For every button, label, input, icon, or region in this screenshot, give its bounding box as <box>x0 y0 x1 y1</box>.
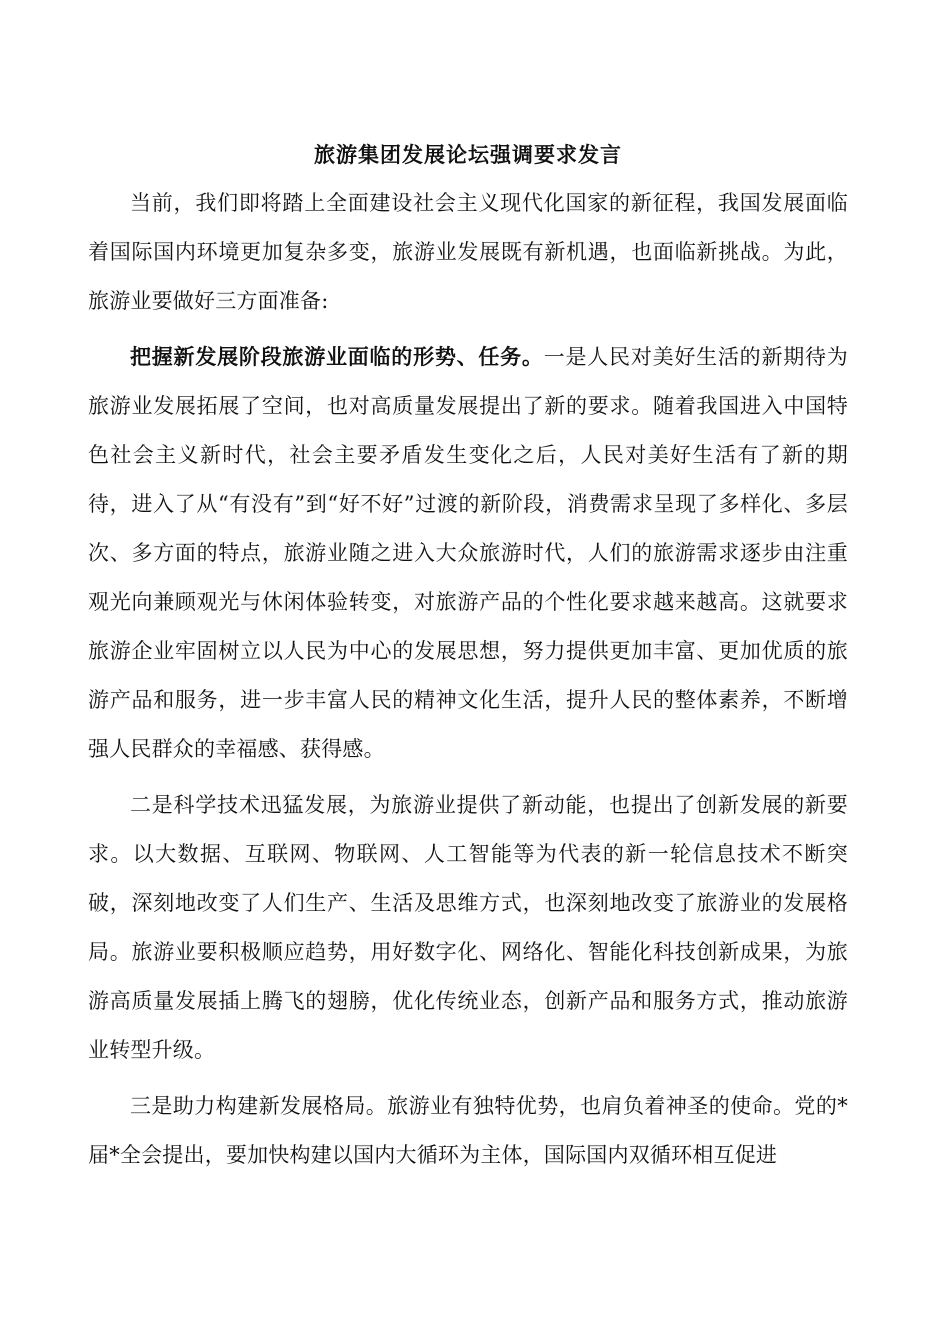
paragraph-text: 二是科学技术迅猛发展，为旅游业提供了新动能，也提出了创新发展的新要求。以大数据、互联网、物联网、人工智能等为代表的新一轮信息技术不断突破，深刻地改变了人们生产、生活及思维方式，也深刻地改变了旅游业的发展格局。旅游业要积极顺应趋势，用好数字化、网络化、智能化科技创新成果，为旅游高质量发展插上腾飞的翅膀，优化传统业态，创新产品和服务方式，推动旅游业转型升级。 <box>88 793 848 1062</box>
paragraph-intro <box>88 178 848 326</box>
paragraph-lead: 把握新发展阶段旅游业面临的形势、任务。 <box>130 344 544 369</box>
paragraph-text: 一是人民对美好生活的新期待为旅游业发展拓展了空间，也对高质量发展提出了新的要求。随着我国进入中国特色社会主义新时代，社会主要矛盾发生变化之后，人民对美好生活有了新的期待，进入了从“有没有”到“好不好”过渡的新阶段，消费需求呈现了多样化、多层次、多方面的特点，旅游业随之进入大众旅游时代，人们的旅游需求逐步由注重观光向兼顾观光与休闲体验转变，对旅游产品的个性化要求越来越高。这就要求旅游企业牢固树立以人民为中心的发展思想，努力提供更加丰富、更加优质的旅游产品和服务，进一步丰富人民的精神文化生活，提升人民的整体素养，不断增强人民群众的幸福感、获得感。 <box>88 345 848 761</box>
paragraph-text: 三是助力构建新发展格局。旅游业有独特优势，也肩负着神圣的使命。党的*届*全会提出，要加快构建以国内大循环为主体，国际国内双循环相互促进 <box>88 1094 848 1167</box>
paragraph-text: 当前，我们即将踏上全面建设社会主义现代化国家的新征程，我国发展面临着国际国内环境更加复杂多变，旅游业发展既有新机遇，也面临新挑战。为此，旅游业要做好三方面准备: <box>88 191 848 313</box>
document-body <box>88 132 848 1186</box>
paragraph-section-two <box>88 780 848 1075</box>
paragraph-section-three <box>88 1081 848 1180</box>
document-title: 旅游集团发展论坛强调要求发言 <box>314 142 622 167</box>
paragraph-section-one <box>88 332 848 774</box>
